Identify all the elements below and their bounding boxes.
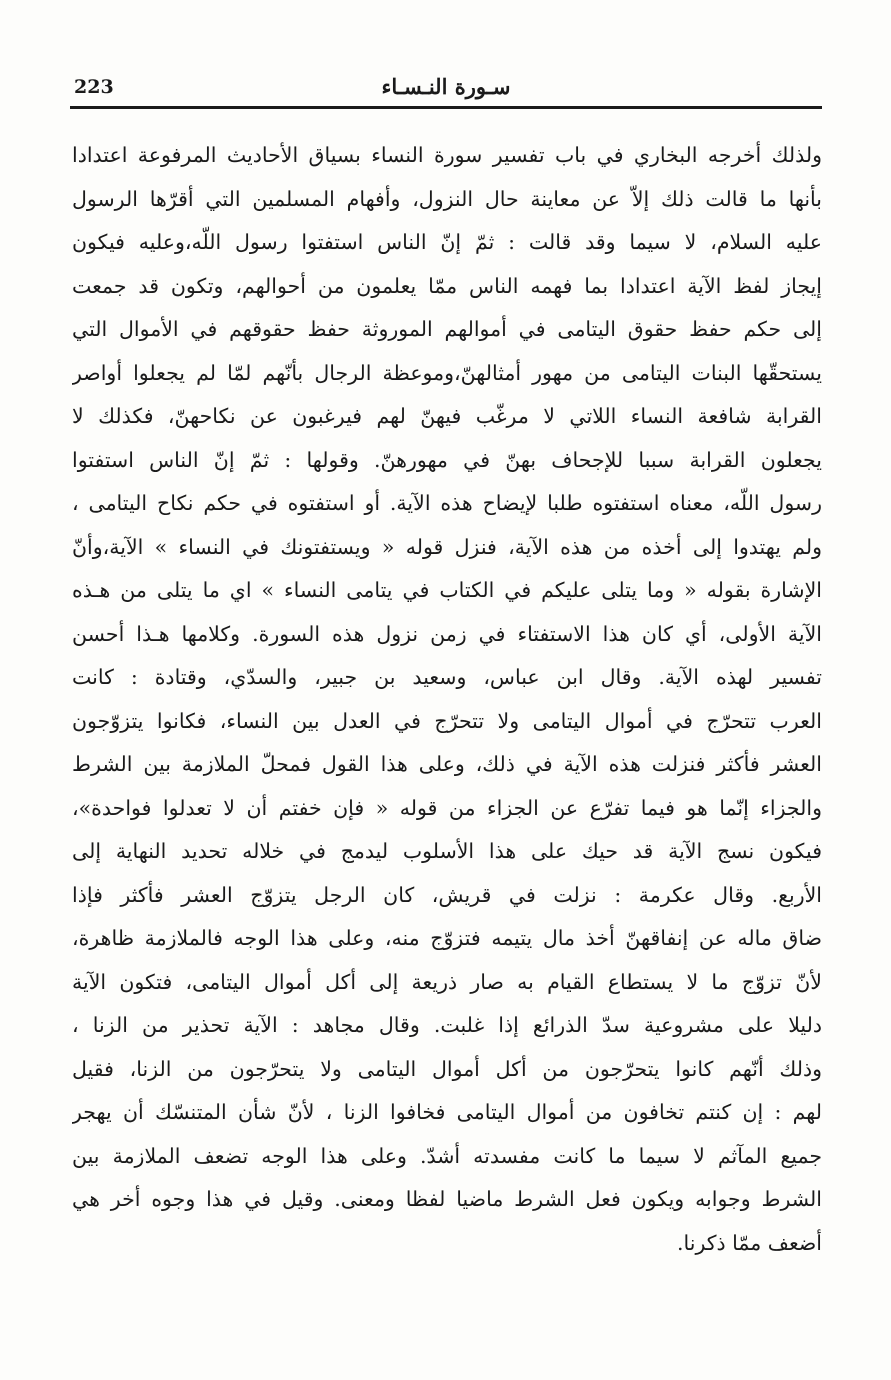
text-line: ولذلك أخرجه البخاري في باب تفسير سورة النساء بسياق الأحاديث المرفوعة اعتدادا	[72, 143, 822, 167]
running-title: سـورة النـسـاء	[381, 74, 511, 99]
text-line: الأربع. وقال عكرمة : نزلت في قريش، كان الرجل يتزوّج العشر فأكثر فإذا	[72, 882, 822, 907]
text-line: الآية الأولى، أي كان هذا الاستفتاء في زمن نزول هذه السورة. وكلامها هـذا أحسن	[72, 621, 822, 646]
text-line: إيجاز لفظ الآية اعتدادا بما فهمه الناس ممّا يعلمون من أحوالهم، وتكون قد جمعت	[72, 273, 822, 298]
text-line: يستحقّها البنات اليتامى من مهور أمثالهنّ،وموعظة الرجال بأنّهم لمّا لم يجعلوا أواصر	[72, 360, 822, 385]
text-line: فيكون نسج الآية قد حيك على هذا الأسلوب ليدمج في خلاله تحديد النهاية إلى	[72, 839, 822, 863]
text-line: جميع المآثم لا سيما ما كانت مفسدته أشدّ. وعلى هذا الوجه تضعف الملازمة بين	[72, 1143, 822, 1168]
text-line: يجعلون القرابة سببا للإجحاف بهنّ في مهورهنّ. وقولها : ثمّ إنّ الناس استفتوا	[72, 447, 822, 472]
page-header	[70, 74, 822, 104]
page-number: 223	[74, 76, 114, 98]
text-line: الشرط وجوابه ويكون فعل الشرط ماضيا لفظا ومعنى. وقيل في هذا وجوه أخر هي	[72, 1187, 822, 1211]
text-line: والجزاء إنّما هو فيما تفرّع عن الجزاء من قوله « فإن خفتم أن لا تعدلوا فواحدة»،	[72, 795, 822, 820]
text-line: الإشارة بقوله « وما يتلى عليكم في الكتاب في يتامى النساء » اي ما يتلى من هـذه	[72, 578, 822, 602]
text-line: عليه السلام، لا سيما وقد قالت : ثمّ إنّ الناس استفتوا رسول اللّه،وعليه فيكون	[72, 230, 822, 254]
text-line: القرابة شافعة النساء اللاتي لا مرغّب فيهنّ لهم فيرغبون عن نكاحهنّ، فكذلك لا	[72, 404, 822, 428]
text-line: وذلك أنّهم كانوا يتحرّجون من أكل أموال اليتامى ولا يتحرّجون من الزنا، فقيل	[72, 1056, 822, 1081]
text-line: لأنّ تزوّج ما لا يستطاع القيام به صار ذريعة إلى أكل أموال اليتامى، فتكون الآية	[72, 969, 822, 994]
text-line: رسول اللّه، معناه استفتوه طلبا لإيضاح هذه الآية. أو استفتوه في حكم نكاح اليتامى ،	[72, 491, 822, 515]
text-line: لهم : إن كنتم تخافون من أموال اليتامى فخافوا الزنا ، لأنّ شأن المتنسّك أن يهجر	[72, 1100, 822, 1124]
text-line: العشر فأكثر فنزلت هذه الآية في ذلك، وعلى هذا القول فمحلّ الملازمة بين الشرط	[72, 752, 822, 776]
header-rule	[70, 106, 822, 109]
text-line: ولم يهتدوا إلى أخذه من هذه الآية، فنزل قوله « ويستفتونك في النساء » الآية،وأنّ	[72, 534, 822, 559]
text-line: بأنها ما قالت ذلك إلاّ عن معاينة حال النزول، وأفهام المسلمين التي أقرّها الرسول	[72, 186, 822, 211]
text-line-last: أضعف ممّا ذكرنا.	[677, 1230, 822, 1255]
text-line: ضاق ماله عن إنفاقهنّ أخذ مال يتيمه فتزوّج منه، وعلى هذا الوجه فالملازمة ظاهرة،	[72, 926, 822, 950]
body-text	[72, 134, 822, 1265]
text-line: إلى حكم حفظ حقوق اليتامى في أموالهم الموروثة حفظ حقوقهم في الأموال التي	[72, 317, 822, 341]
text-line: تفسير لهذه الآية. وقال ابن عباس، وسعيد بن جبير، والسدّي، وقتادة : كانت	[72, 665, 822, 689]
text-line: دليلا على مشروعية سدّ الذرائع إذا غلبت. وقال مجاهد : الآية تحذير من الزنا ،	[72, 1013, 822, 1037]
text-line: العرب تتحرّج في أموال اليتامى ولا تتحرّج في العدل بين النساء، فكانوا يتزوّجون	[72, 708, 822, 733]
